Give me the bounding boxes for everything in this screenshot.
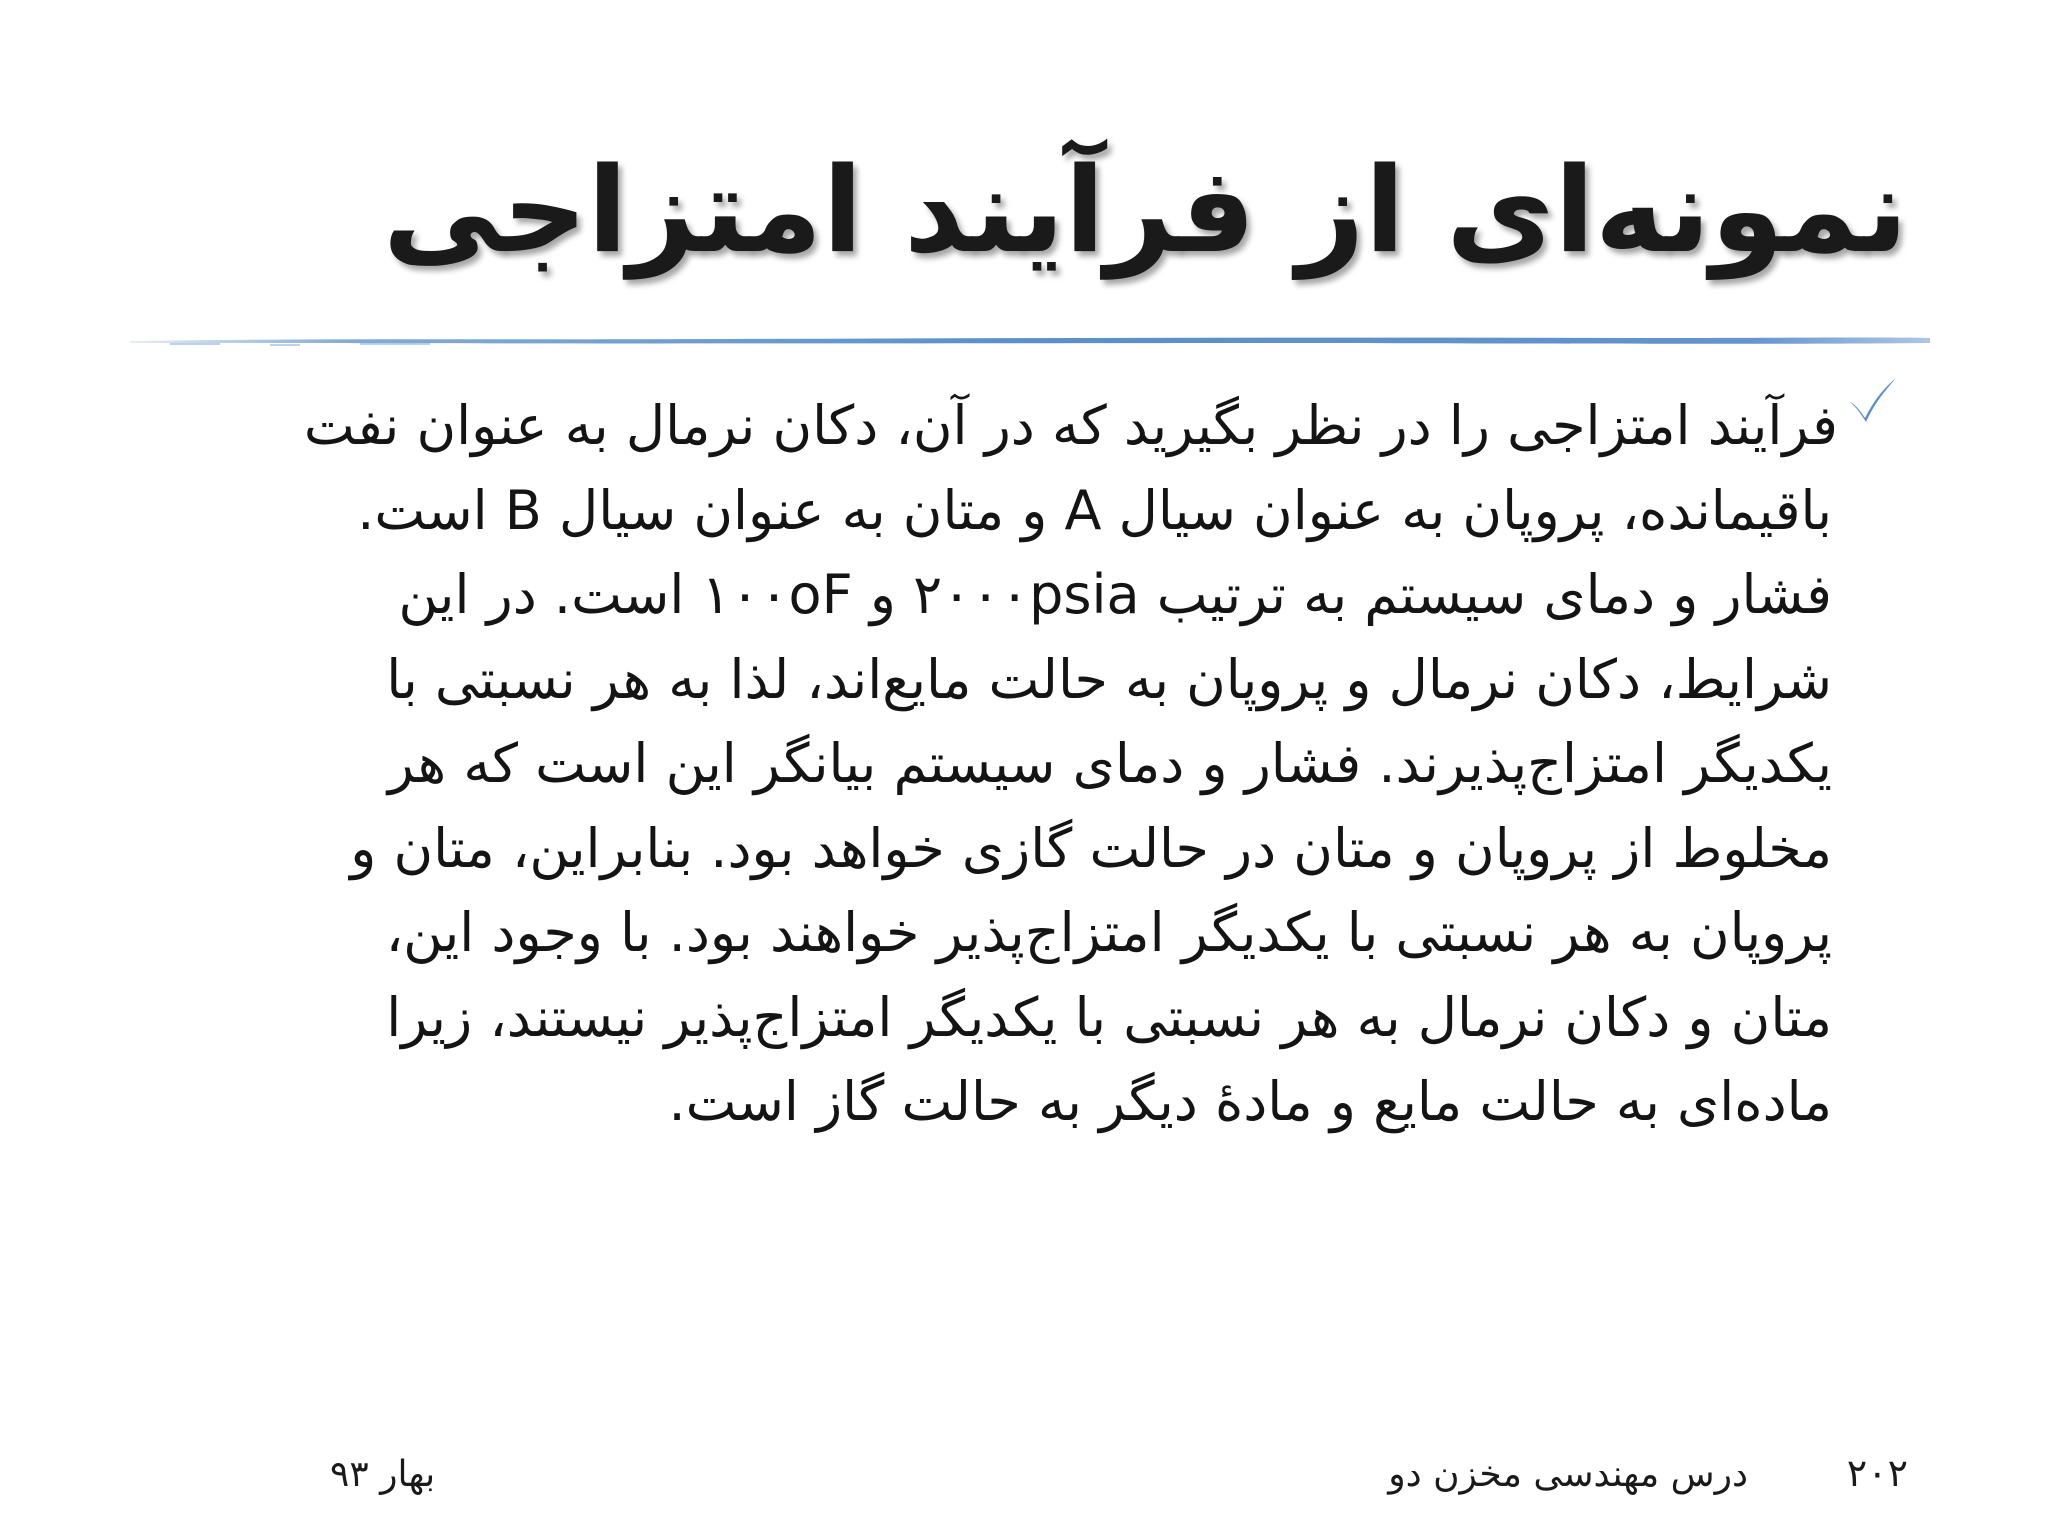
body-line: ماده‌ای به حالت مایع و مادهٔ دیگر به حالت گاز است. (668, 1070, 1832, 1133)
page-number: ۲۰۲ (1846, 1451, 1908, 1495)
body-line: پروپان به هر نسبتی با یکدیگر امتزاج‌پذیر خواهند بود. با وجود این، (385, 901, 1832, 964)
slide-title: نمونه‌ای از فرآیند امتزاجی (382, 141, 1908, 279)
body-line: مخلوط از پروپان و متان در حالت گازی خواهد بود. بنابراین، متان و (350, 816, 1832, 880)
body-line: باقیمانده، پروپان به عنوان سیال A و متان به عنوان سیال B است. (357, 478, 1832, 542)
check-icon (1844, 372, 1900, 428)
body-line: فرآیند امتزاجی را در نظر بگیرید که در آن، دکان نرمال به عنوان نفت (303, 394, 1838, 457)
title-divider (130, 330, 1930, 350)
body-line: متان و دکان نرمال به هر نسبتی با یکدیگر امتزاج‌پذیر نیستند، زیرا (386, 985, 1832, 1049)
body-line: یکدیگر امتزاج‌پذیرند. فشار و دمای سیستم بیانگر این است که هر (387, 732, 1832, 795)
footer-course-name: درس مهندسی مخزن دو (1388, 1454, 1748, 1495)
body-line: شرایط، دکان نرمال و پروپان به حالت مایع‌اند، لذا به هر نسبتی با (386, 647, 1832, 711)
slide-body (152, 384, 1838, 1145)
body-line: فشار و دمای سیستم به ترتیب ۲۰۰۰psia و ۱۰۰oF است. در این (398, 563, 1832, 626)
footer-term: بهار ۹۳ (330, 1454, 436, 1495)
